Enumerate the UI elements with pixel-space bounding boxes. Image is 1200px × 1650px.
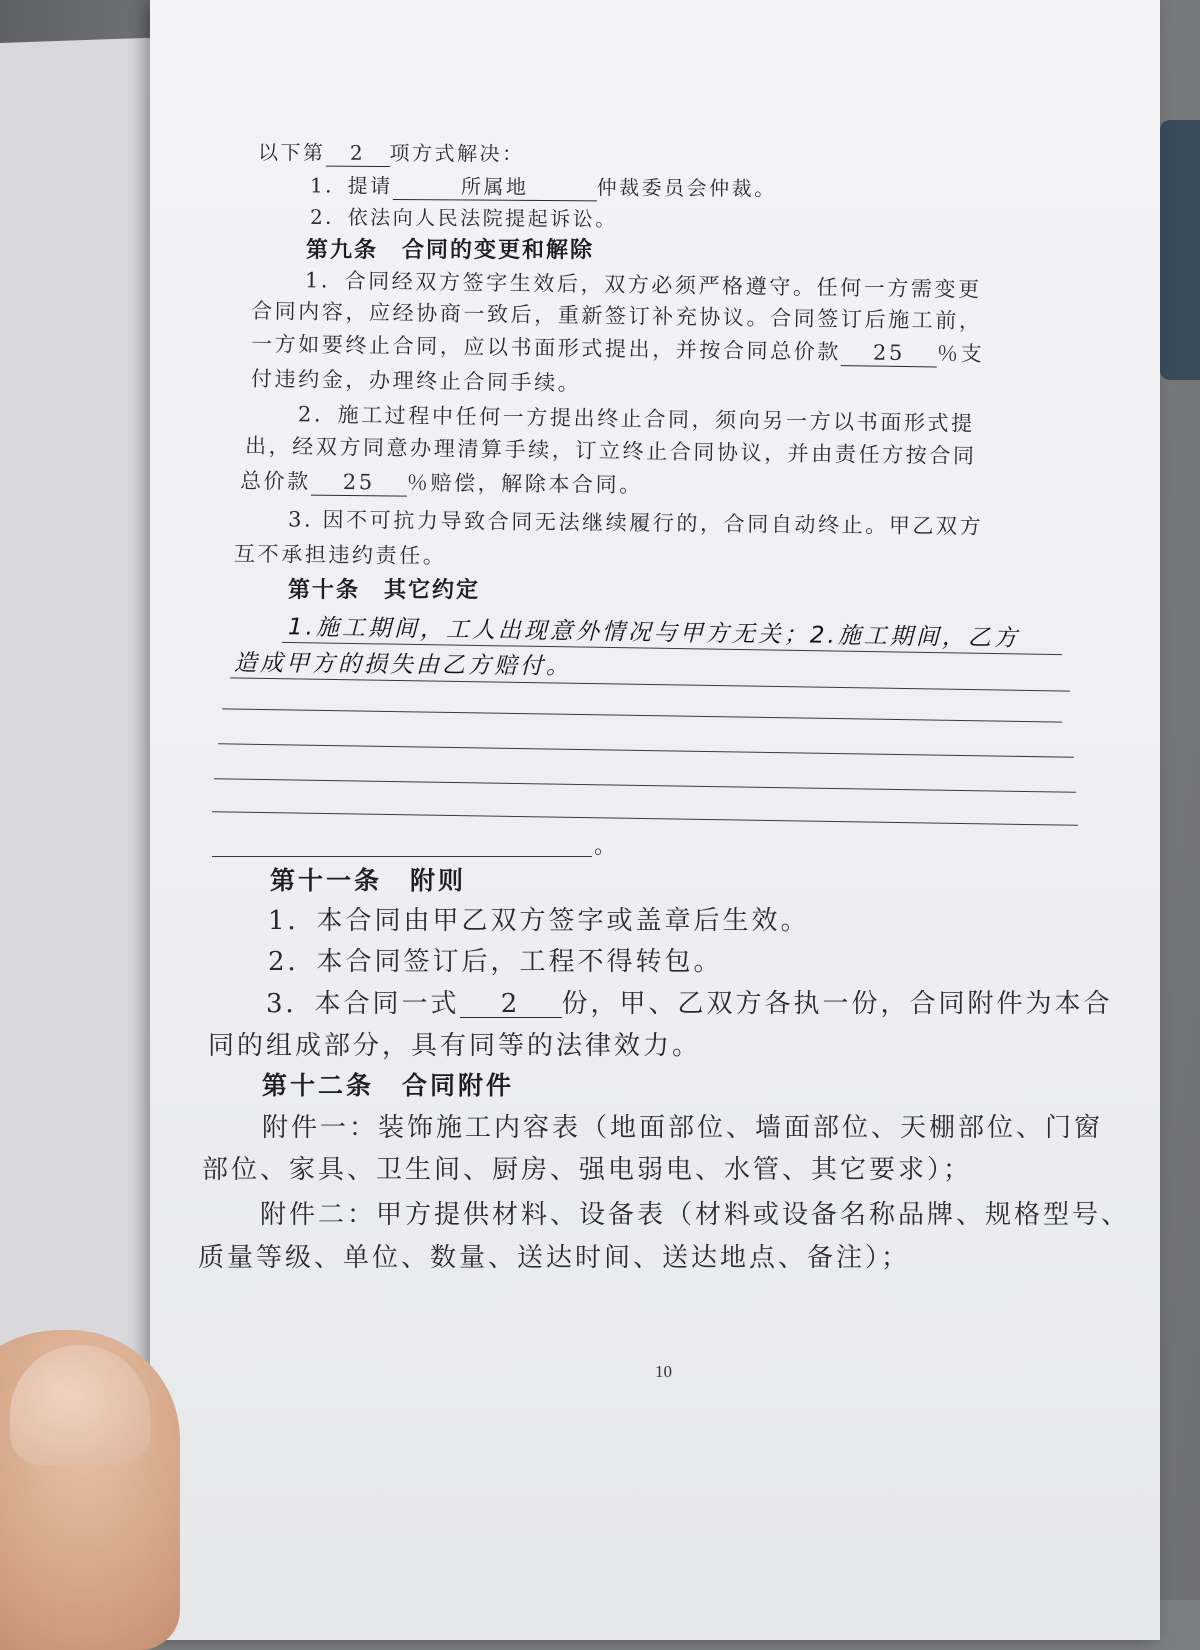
text: 以下第 bbox=[257, 140, 326, 165]
handwritten-line-2: 造成甲方的损失由乙方赔付。 bbox=[233, 650, 573, 680]
blank-line bbox=[222, 708, 1062, 722]
text: 仲裁委员会仲裁。 bbox=[596, 175, 777, 201]
page-number: 10 bbox=[655, 1362, 672, 1381]
document-page bbox=[150, 0, 1160, 1640]
filled-copy-count: 2 bbox=[460, 991, 562, 1018]
filled-compensation-percent: 25 bbox=[311, 469, 407, 497]
art9-para1-line1: 1．合同经双方签字生效后，双方必须严格遵守。任何一方需变更 bbox=[304, 268, 982, 302]
art9-para1-line4: 付违约金，办理终止合同手续。 bbox=[250, 366, 582, 396]
article-9-title: 第九条 合同的变更和解除 bbox=[306, 238, 595, 263]
art9-para3-line2: 互不承担违约责任。 bbox=[233, 541, 447, 569]
page-content bbox=[150, 0, 1160, 1600]
art11-item3-line1 bbox=[266, 989, 1113, 1019]
line-lawsuit: 2．依法向人民法院提起诉讼。 bbox=[309, 204, 618, 232]
art11-item1: 1．本合同由甲乙双方签字或盖章后生效。 bbox=[268, 906, 810, 936]
text: 总价款 bbox=[239, 468, 311, 494]
text: 项方式解决： bbox=[389, 140, 525, 166]
attachment-2-line1: 附件二：甲方提供材料、设备表（材料或设备名称品牌、规格型号、 bbox=[260, 1200, 1131, 1230]
art9-para2-line3 bbox=[240, 466, 643, 500]
blank-line bbox=[218, 743, 1074, 757]
text: ％赔偿，解除本合同。 bbox=[406, 470, 643, 498]
art9-para2-line1: 2．施工过程中任何一方提出终止合同，须向另一方以书面形式提 bbox=[297, 402, 975, 436]
blank-line bbox=[214, 778, 1076, 793]
art9-para1-line2: 合同内容，应经协商一致后，重新签订补充协议。合同签订后施工前， bbox=[250, 298, 983, 334]
blank-line bbox=[212, 856, 592, 857]
attachment-1-line2: 部位、家具、卫生间、厨房、强电弱电、水管、其它要求）； bbox=[202, 1155, 973, 1185]
attachment-2-line2: 质量等级、单位、数量、送达时间、送达地点、备注）； bbox=[198, 1243, 911, 1273]
end-mark: 。 bbox=[594, 834, 620, 859]
blank-line bbox=[230, 677, 1070, 691]
line-resolution-method bbox=[258, 137, 525, 168]
art11-item3-line2: 同的组成部分，具有同等的法律效力。 bbox=[208, 1031, 702, 1061]
art9-para1-line3 bbox=[251, 329, 985, 369]
text: 一方如要终止合同，应以书面形式提出，并按合同总价款 bbox=[250, 331, 842, 365]
filled-method-number: 2 bbox=[325, 140, 389, 167]
article-12-title: 第十二条 合同附件 bbox=[262, 1071, 515, 1100]
text: 1．提请 bbox=[309, 173, 393, 198]
handwritten-line-1: 1.施工期间，工人出现意外情况与甲方无关；2.施工期间，乙方 bbox=[287, 614, 1021, 652]
attachment-1-line1: 附件一：装饰施工内容表（地面部位、墙面部位、天棚部位、门窗 bbox=[262, 1113, 1104, 1143]
text: 3．本合同一式 bbox=[266, 989, 460, 1019]
text: 份，甲、乙双方各执一份，合同附件为本合 bbox=[561, 989, 1113, 1019]
art9-para2-line2: 出，经双方同意办理清算手续，订立终止合同协议，并由责任方按合同 bbox=[244, 433, 977, 469]
blank-line bbox=[212, 811, 1078, 826]
article-11-title: 第十一条 附则 bbox=[270, 866, 467, 895]
art9-para3-line1: 3. 因不可抗力导致合同无法继续履行的，合同自动终止。甲乙双方 bbox=[287, 507, 984, 539]
filled-penalty-percent: 25 bbox=[841, 339, 937, 367]
filled-arbitration-place: 所属地 bbox=[393, 173, 597, 201]
background-object bbox=[1160, 120, 1200, 380]
line-arbitration bbox=[310, 170, 777, 203]
text: ％支 bbox=[936, 341, 985, 367]
art11-item2: 2．本合同签订后，工程不得转包。 bbox=[268, 947, 723, 977]
article-10-title: 第十条 其它约定 bbox=[288, 578, 481, 603]
